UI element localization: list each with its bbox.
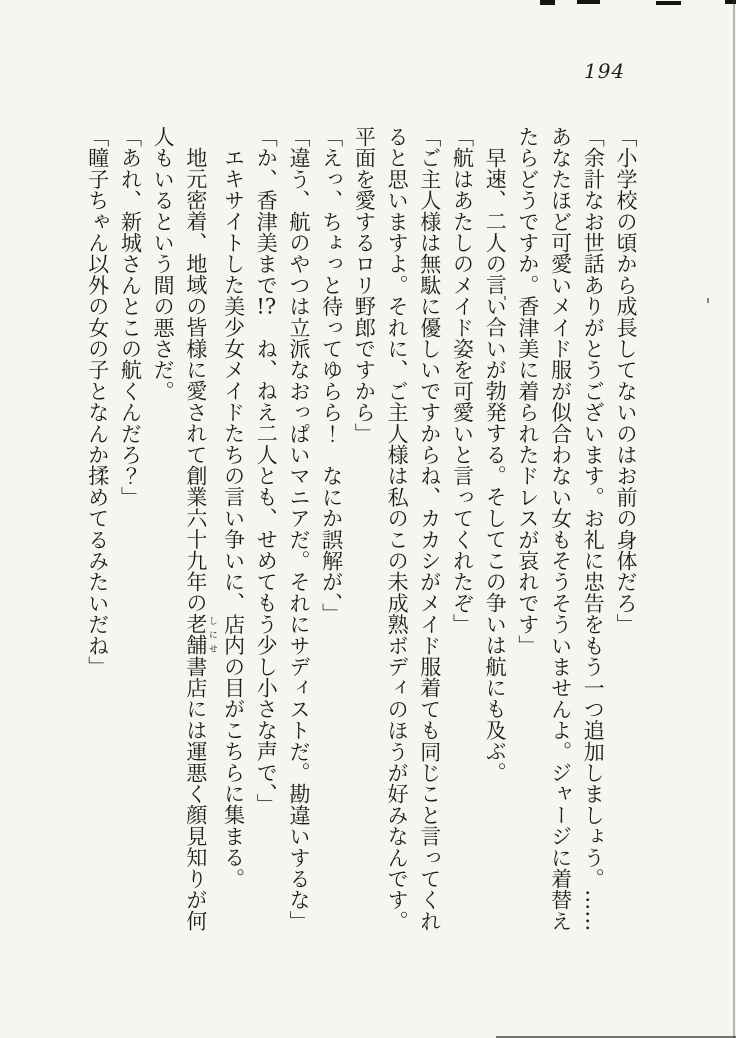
text-column: 早速、二人の言い合いが勃発する。そしてこの争いは航にも及ぶ。 (483, 147, 508, 783)
ruby-annotated-word: 老舗 しにせ (183, 613, 217, 656)
text-column: たらどうですか。香津美に着られたドレスが哀れです」 (515, 126, 540, 656)
text-column: 「航はあたしのメイド姿を可愛いと言ってくれたぞ」 (450, 126, 475, 635)
text-column: 「ご主人様は無駄に優しいですからね、カカシがメイド服着ても同じこと言ってくれ (417, 126, 442, 932)
text-column: 地元密着、地域の皆様に愛されて創業六十九年の老舗 しにせ書店には運悪く顔見知りが何 (183, 147, 217, 932)
scan-artifact (540, 0, 555, 5)
text-column: 「えっ、ちょっと待ってゆらら！ なにか誤解が、」 (319, 126, 344, 625)
text-column: エキサイトした美少女メイドたちの言い争いに、店内の目がこちらに集まる。 (221, 147, 246, 889)
scan-speck (707, 298, 709, 303)
scan-artifact (656, 1, 681, 5)
text-column: 「余計なお世話ありがとうございます。お礼に忠告をもう一つ追加しましょう。…… (581, 126, 606, 932)
text-column: ると思いますよ。それに、ご主人様は私のこの未成熟ボディのほうが好みなんです。 (385, 126, 410, 932)
text-column: あなたほど可愛いメイド服が似合わない女もそうそういませんよ。ジャージに着替え (548, 126, 573, 932)
text-column: 「小学校の頃から成長してないのはお前の身体だろ」 (614, 126, 638, 635)
text-column: 「瞳子ちゃん以外の女の子となんか揉めてるみたいだね」 (85, 126, 110, 678)
page-number: 194 (584, 59, 626, 83)
text-column: 「か、香津美まで!? ね、ねえ二人とも、せめてもう少し小さな声で、」 (254, 126, 279, 815)
text-column: 「あれ、新城さんとこの航くんだろ？」 (118, 126, 143, 508)
text-column: 平面を愛するロリ野郎ですから」 (352, 126, 377, 444)
scan-artifact (577, 0, 600, 4)
page-edge-shadow (733, 0, 735, 1038)
tate-chu-yoko: !? (256, 295, 277, 317)
text-column: 「違う、航のやつは立派なおっぱいマニアだ。それにサディストだ。勘違いするな」 (286, 126, 311, 932)
text-column: 人もいるという間の悪さだ。 (151, 126, 176, 402)
text-block (81, 126, 642, 942)
